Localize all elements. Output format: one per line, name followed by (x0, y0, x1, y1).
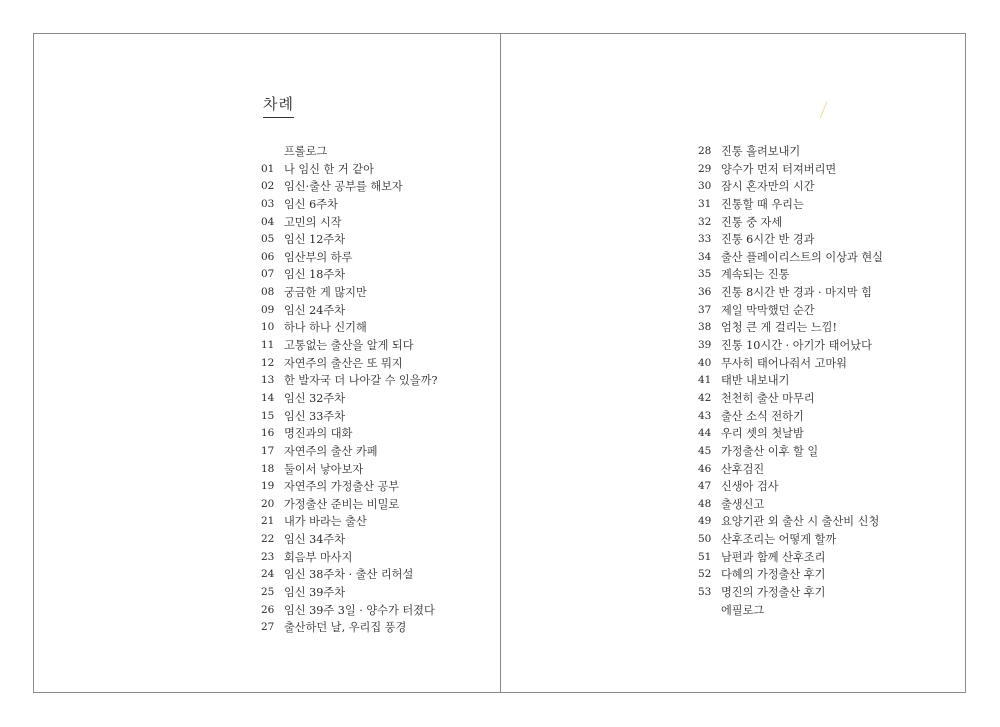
toc-entry-title: 한 발자국 더 나아갈 수 있을까? (284, 374, 438, 388)
toc-entry (698, 531, 883, 549)
toc-entry-number: 39 (698, 339, 712, 352)
toc-entry (698, 390, 883, 408)
toc-entry-number: 47 (698, 480, 712, 493)
toc-entry-title: 무사히 태어나줘서 고마워 (721, 356, 847, 370)
toc-entry-number: 18 (261, 462, 275, 475)
toc-entry (261, 319, 437, 337)
toc-entry-title: 신생아 검사 (721, 480, 779, 494)
toc-entry-title: 하나 하나 신기해 (284, 321, 367, 335)
toc-entry (698, 214, 883, 232)
toc-entry (698, 178, 883, 196)
toc-entry-number: 35 (698, 268, 712, 281)
toc-entry (261, 584, 437, 602)
toc-entry-title: 임신 24주차 (284, 303, 346, 317)
toc-entry (698, 161, 883, 179)
toc-entry-number: 03 (261, 197, 275, 210)
toc-entry-title: 진통 중 자세 (721, 215, 783, 229)
toc-entry-title: 프롤로그 (284, 145, 328, 158)
toc-entry-number: 49 (698, 515, 712, 528)
toc-entry-title: 임신 18주차 (284, 268, 346, 282)
toc-entry-number: 29 (698, 162, 712, 175)
toc-entry-number: 24 (261, 568, 275, 581)
toc-entry-title: 요양기관 외 출산 시 출산비 신청 (721, 515, 880, 529)
toc-entry-title: 고민의 시작 (284, 215, 342, 229)
toc-entry-title: 잠시 혼자만의 시간 (721, 180, 815, 194)
toc-entry (698, 513, 883, 531)
toc-entry (261, 214, 437, 232)
toc-entry-number: 14 (261, 391, 275, 404)
toc-entry-title: 자연주의 출산 카페 (284, 444, 378, 458)
toc-entry (261, 231, 437, 249)
toc-entry (261, 355, 437, 373)
toc-entry-title: 출산하던 날, 우리집 풍경 (284, 621, 407, 635)
toc-entry-title: 나 임신 한 거 같아 (284, 162, 374, 176)
toc-entry-number: 37 (698, 303, 712, 316)
book-spine-divider (500, 33, 501, 693)
toc-entry-title: 둘이서 낳아보자 (284, 462, 364, 476)
toc-entry (261, 602, 437, 620)
toc-entry-title: 진통 6시간 반 경과 (721, 233, 815, 247)
toc-entry-title: 궁금한 게 많지만 (284, 286, 367, 300)
toc-entry-number: 13 (261, 374, 275, 387)
toc-entry-title: 고통없는 출산을 알게 되다 (284, 339, 414, 353)
toc-entry-number: 05 (261, 233, 275, 246)
toc-entry-number: 21 (261, 515, 275, 528)
toc-entry-title: 출생신고 (721, 497, 765, 511)
toc-entry (698, 302, 883, 320)
toc-entry-number: 19 (261, 480, 275, 493)
toc-entry-number: 17 (261, 444, 275, 457)
toc-entry-number: 40 (698, 356, 712, 369)
toc-entry (261, 496, 437, 514)
toc-entry (261, 390, 437, 408)
toc-entry (261, 531, 437, 549)
toc-entry-title: 임신 33주차 (284, 409, 346, 423)
toc-entry (261, 443, 437, 461)
toc-entry-title: 진통 10시간 · 아기가 태어났다 (721, 339, 872, 353)
toc-entry-title: 엄청 큰 게 걸리는 느낌! (721, 321, 837, 335)
toc-entry-number: 27 (261, 621, 275, 634)
toc-entry (261, 143, 437, 161)
toc-entry (261, 425, 437, 443)
toc-entry (698, 231, 883, 249)
toc-entry-number: 44 (698, 427, 712, 440)
toc-entry-title: 임신·출산 공부를 해보자 (284, 180, 403, 194)
toc-entry-title: 가정출산 이후 할 일 (721, 444, 819, 458)
toc-entry-number: 46 (698, 462, 712, 475)
toc-entry-number: 20 (261, 497, 275, 510)
toc-entry-number: 01 (261, 162, 275, 175)
toc-entry-number: 23 (261, 550, 275, 563)
toc-entry-title: 산후검진 (721, 462, 765, 476)
toc-entry-number: 26 (261, 603, 275, 616)
toc-entry (261, 249, 437, 267)
toc-entry-number: 42 (698, 391, 712, 404)
toc-entry-title: 내가 바라는 출산 (284, 515, 367, 529)
toc-entry-title: 출산 플레이리스트의 이상과 현실 (721, 250, 883, 264)
toc-entry-title: 진통할 때 우리는 (721, 197, 804, 211)
toc-entry (261, 566, 437, 584)
toc-entry (698, 461, 883, 479)
toc-entry (261, 161, 437, 179)
toc-entry-number: 04 (261, 215, 275, 228)
toc-entry (698, 249, 883, 267)
toc-entry (698, 355, 883, 373)
toc-entry-title: 출산 소식 전하기 (721, 409, 804, 423)
toc-entry (261, 302, 437, 320)
toc-entry-number (698, 602, 721, 620)
toc-entry-number: 50 (698, 533, 712, 546)
toc-entry-number: 48 (698, 497, 712, 510)
toc-entry (698, 196, 883, 214)
toc-entry-title: 임산부의 하루 (284, 250, 353, 264)
toc-entry (261, 478, 437, 496)
toc-entry-title: 자연주의 가정출산 공부 (284, 480, 400, 494)
toc-entry (698, 478, 883, 496)
toc-entry-title: 남편과 함께 산후조리 (721, 550, 826, 564)
toc-entry-number (261, 143, 284, 161)
toc-entry-title: 임신 39주차 (284, 586, 346, 600)
toc-entry (261, 461, 437, 479)
toc-entry-number: 02 (261, 180, 275, 193)
toc-entry-title: 진통 흘려보내기 (721, 145, 801, 158)
toc-entry-title: 자연주의 출산은 또 뭐지 (284, 356, 403, 370)
toc-entry-number: 32 (698, 215, 712, 228)
toc-entry-number: 22 (261, 533, 275, 546)
toc-entry-number: 08 (261, 286, 275, 299)
toc-entry-number: 41 (698, 374, 712, 387)
toc-entry-title: 다혜의 가정출산 후기 (721, 568, 826, 582)
toc-entry-number: 10 (261, 321, 275, 334)
toc-entry-title: 계속되는 진통 (721, 268, 790, 282)
toc-entry (698, 266, 883, 284)
toc-entry (698, 549, 883, 567)
toc-entry-title: 임신 38주차 · 출산 리허설 (284, 568, 414, 582)
toc-entry (698, 372, 883, 390)
toc-entry (261, 266, 437, 284)
toc-entry-title: 산후조리는 어떻게 할까 (721, 533, 837, 547)
toc-entry (698, 443, 883, 461)
toc-entry-number: 28 (698, 145, 712, 157)
toc-entry-number: 06 (261, 250, 275, 263)
toc-entry (261, 337, 437, 355)
toc-entry (698, 566, 883, 584)
toc-entry-number: 33 (698, 233, 712, 246)
toc-entry (261, 549, 437, 567)
toc-entry-number: 45 (698, 444, 712, 457)
toc-entry-title: 임신 12주차 (284, 233, 346, 247)
toc-entry (698, 143, 883, 161)
toc-entry-number: 51 (698, 550, 712, 563)
toc-entry-number: 38 (698, 321, 712, 334)
toc-entry (261, 178, 437, 196)
toc-entry (261, 284, 437, 302)
toc-entry-title: 에필로그 (721, 603, 765, 617)
toc-entry-title: 명진과의 대화 (284, 427, 353, 441)
toc-entry (698, 496, 883, 514)
toc-entry (698, 425, 883, 443)
toc-entry-title: 임신 6주차 (284, 197, 338, 211)
toc-title: 차례 (263, 93, 294, 118)
toc-entry-number: 07 (261, 268, 275, 281)
toc-entry (261, 372, 437, 390)
toc-entry-title: 명진의 가정출산 후기 (721, 586, 826, 600)
toc-entry-number: 12 (261, 356, 275, 369)
toc-entry-title: 임신 39주 3일 · 양수가 터졌다 (284, 603, 435, 617)
toc-entry-number: 09 (261, 303, 275, 316)
toc-entry (698, 408, 883, 426)
toc-entry-title: 제일 막막했던 순간 (721, 303, 815, 317)
toc-entry-number: 34 (698, 250, 712, 263)
toc-entry-number: 43 (698, 409, 712, 422)
toc-entry-number: 52 (698, 568, 712, 581)
toc-entry-number: 11 (261, 339, 275, 352)
toc-entry-title: 임신 34주차 (284, 533, 346, 547)
toc-entry-number: 31 (698, 197, 712, 210)
toc-entry-number: 15 (261, 409, 275, 422)
toc-entry (698, 337, 883, 355)
toc-entry-number: 16 (261, 427, 275, 440)
toc-entry-number: 36 (698, 286, 712, 299)
toc-entry (261, 513, 437, 531)
toc-entry (698, 319, 883, 337)
toc-entry-title: 회음부 마사지 (284, 550, 353, 564)
toc-right-column (698, 143, 883, 619)
toc-entry-number: 30 (698, 180, 712, 193)
toc-entry-title: 우리 셋의 첫날밤 (721, 427, 804, 441)
toc-entry (698, 284, 883, 302)
toc-entry-number: 25 (261, 586, 275, 599)
toc-entry-number: 53 (698, 586, 712, 599)
toc-entry-title: 태반 내보내기 (721, 374, 790, 388)
toc-entry-title: 진통 8시간 반 경과 · 마지막 힘 (721, 286, 872, 300)
toc-entry-title: 천천히 출산 마무리 (721, 391, 815, 405)
toc-entry (698, 584, 883, 602)
toc-left-column (261, 143, 437, 637)
toc-entry-title: 임신 32주차 (284, 391, 346, 405)
toc-entry (261, 408, 437, 426)
toc-entry (261, 619, 437, 637)
toc-entry-title: 가정출산 준비는 비밀로 (284, 497, 400, 511)
toc-entry (698, 602, 883, 620)
toc-entry (261, 196, 437, 214)
toc-entry-title: 양수가 먼저 터져버리면 (721, 162, 837, 176)
